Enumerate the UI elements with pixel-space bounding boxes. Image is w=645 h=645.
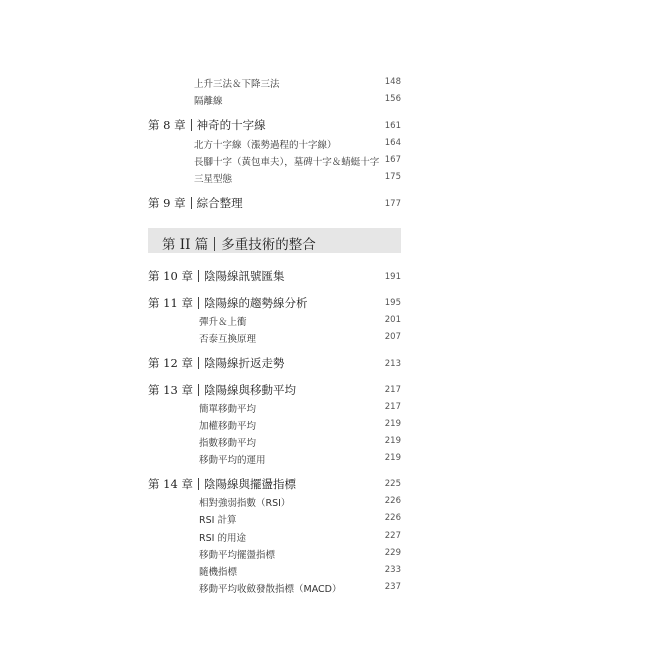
chapter-14-heading (148, 476, 296, 492)
page-number: 164 (384, 138, 401, 148)
toc-entry: 移動平均收斂發散指標（MACD） (199, 584, 342, 595)
toc-entry: 隨機指標 (199, 567, 238, 578)
chapter-title: 神奇的十字線 (196, 118, 266, 132)
page-number: 177 (384, 199, 401, 209)
toc-entry: 彈升＆上衝 (199, 317, 247, 328)
divider (214, 237, 215, 251)
part-2-heading (162, 233, 316, 253)
page-number: 156 (384, 94, 401, 104)
chapter-title: 陰陽線的趨勢線分析 (203, 296, 308, 310)
toc-entry: 指數移動平均 (199, 438, 257, 449)
page-number: 217 (384, 385, 401, 395)
page-number: 229 (384, 548, 401, 558)
chapter-title: 陰陽線與移動平均 (203, 383, 296, 397)
page-number: 226 (384, 513, 401, 523)
divider (198, 384, 199, 396)
chapter-title: 綜合整理 (196, 196, 243, 210)
chapter-9-heading (148, 195, 243, 211)
page-number: 219 (384, 436, 401, 446)
divider (198, 357, 199, 369)
toc-entry: 否泰互換原理 (199, 334, 257, 345)
chapter-13-heading (148, 382, 296, 398)
divider (198, 270, 199, 282)
page-number: 227 (384, 531, 401, 541)
toc-entry: 相對強弱指數（RSI） (199, 498, 291, 509)
toc-entry: RSI 計算 (199, 515, 237, 526)
chapter-number: 第 11 章 (148, 296, 193, 310)
divider (191, 119, 192, 131)
toc-entry: RSI 的用途 (199, 533, 246, 544)
page-number: 237 (384, 582, 401, 592)
chapter-number: 第 8 章 (148, 118, 186, 132)
page-number: 161 (384, 121, 401, 131)
page-number: 217 (384, 402, 401, 412)
page-number: 201 (384, 315, 401, 325)
chapter-title: 陰陽線訊號匯集 (203, 269, 285, 283)
page-number: 219 (384, 419, 401, 429)
chapter-number: 第 12 章 (148, 356, 193, 370)
page-number: 226 (384, 496, 401, 506)
toc-entry: 加權移動平均 (199, 421, 257, 432)
divider (191, 197, 192, 209)
chapter-11-heading (148, 295, 307, 311)
toc-entry: 長腳十字（黃包車夫），墓碑十字＆蜻蜓十字 (194, 157, 380, 168)
chapter-title: 陰陽線折返走勢 (203, 356, 285, 370)
chapter-number: 第 14 章 (148, 477, 193, 491)
page-number: 225 (384, 479, 401, 489)
divider (198, 297, 199, 309)
chapter-10-heading (148, 268, 284, 284)
toc-entry: 上升三法＆下降三法 (194, 79, 280, 90)
page-number: 233 (384, 565, 401, 575)
chapter-12-heading (148, 355, 284, 371)
toc-entry: 隔離線 (194, 96, 223, 107)
chapter-title: 陰陽線與擺盪指標 (203, 477, 296, 491)
page-number: 195 (384, 298, 401, 308)
page-number: 175 (384, 172, 401, 182)
chapter-number: 第 9 章 (148, 196, 186, 210)
toc-entry: 移動平均的運用 (199, 455, 266, 466)
part-title: 多重技術的整合 (221, 237, 316, 253)
page-number: 213 (384, 359, 401, 369)
chapter-number: 第 10 章 (148, 269, 193, 283)
toc-entry: 移動平均擺盪指標 (199, 550, 276, 561)
page-number: 167 (384, 155, 401, 165)
page-number: 148 (384, 77, 401, 87)
page-number: 219 (384, 453, 401, 463)
chapter-number: 第 13 章 (148, 383, 193, 397)
part-number: 第 II 篇 (162, 237, 209, 253)
page-number: 207 (384, 332, 401, 342)
toc-entry: 簡單移動平均 (199, 404, 257, 415)
toc-entry: 北方十字線（漲勢過程的十字線） (194, 140, 337, 151)
divider (198, 478, 199, 490)
toc-entry: 三星型態 (194, 174, 233, 185)
chapter-8-heading (148, 117, 266, 133)
page-number: 191 (384, 272, 401, 282)
